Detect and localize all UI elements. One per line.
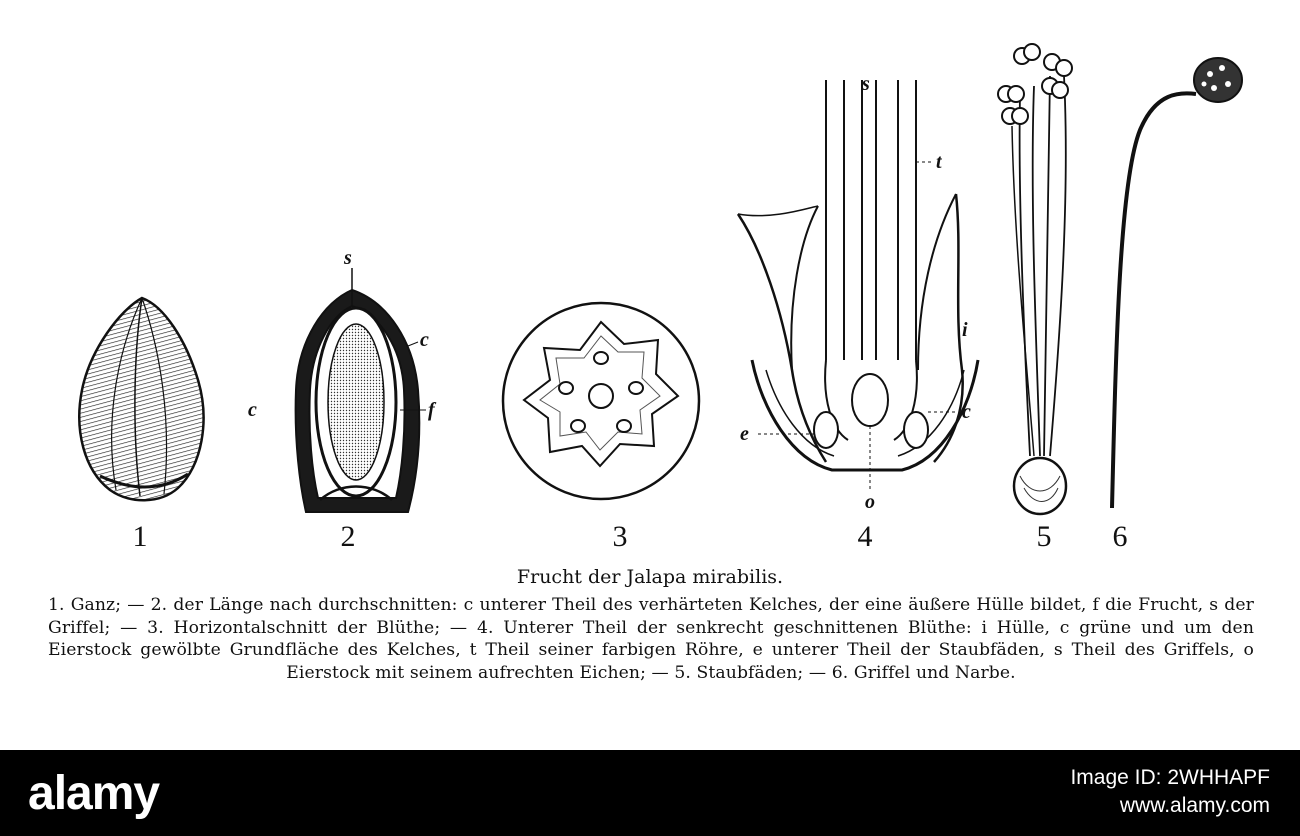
fig2-label-c-left: c [248, 399, 257, 421]
fig4-label-o: o [865, 491, 875, 510]
fig2-label-f: f [428, 399, 435, 421]
figure-5-stamens [990, 36, 1100, 516]
figure-number-3: 3 [612, 520, 628, 553]
fig4-label-c: c [962, 401, 971, 423]
figure-number-6: 6 [1112, 520, 1128, 553]
figure-number-5: 5 [1036, 520, 1052, 553]
figure-3-horizontal-section [496, 296, 706, 506]
footer-info [1070, 764, 1270, 820]
fig4-label-t: t [936, 151, 942, 173]
fig2-label-s: s [344, 250, 352, 269]
caption-title: Frucht der Jalapa mirabilis. [516, 566, 784, 588]
figure-6-style-and-stigma [1100, 40, 1250, 520]
figure-number-4: 4 [857, 520, 873, 553]
fig4-label-i: i [962, 319, 968, 341]
image-id: Image ID: 2WHHAPF [1070, 766, 1270, 789]
stock-footer-bar [0, 750, 1300, 836]
fig4-label-e: e [740, 423, 749, 445]
fig2-label-c-top: c [420, 329, 429, 351]
figure-number-1: 1 [132, 520, 148, 553]
caption-body: 1. Ganz; — 2. der Länge nach durchschnitten: c unterer Theil des verhärteten Kelches, der eine äußere Hülle bildet, f die Frucht, s der Griffel; — 3. Horizontalschnitt der Blüthe; — 4. Unterer Theil der senkrecht geschnittenen Blüthe: i Hülle, c grüne und um den Eierstock gewölbte Grundfläche des Kelches, t Theil seiner farbigen Röhre, e unterer Theil der Staubfäden, s Theil des Griffels, o Eierstock mit seinem aufrechten Eichen; — 5. Staubfäden; — 6. Griffel und Narbe. [48, 595, 1254, 683]
figure-2-longitudinal-section [240, 250, 460, 530]
fig4-label-s: s [862, 73, 870, 95]
figure-4-vertical-flower-section [722, 70, 1012, 510]
figure-1-whole-fruit [60, 290, 220, 510]
site-url: www.alamy.com [1119, 794, 1270, 817]
figure-number-2: 2 [340, 520, 356, 553]
alamy-logo [28, 766, 159, 821]
brand-name: alamy [28, 767, 160, 820]
